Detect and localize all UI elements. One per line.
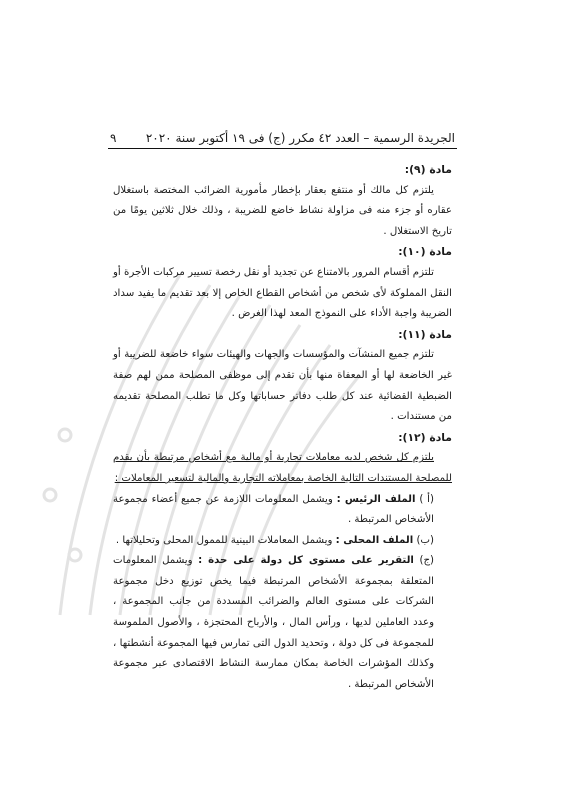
item-text: ويشمل المعاملات البينية للممول المحلى وتحليلاتها .: [115, 534, 333, 546]
article-text: تلتزم جميع المنشآت والمؤسسات والجهات والهيئات سواء خاضعة للضريبة أو غير الخاضعة لها أو المعفاة منها بأن تقدم إلى موظفى المصلحة ممن لهم صفة الضبطية القضائية عند كل طلب دفاتر حساباتها وكل ما تطلب المصلحة تقديمه من مستندات .: [113, 349, 452, 423]
item-text: ويشمل المعلومات المتعلقة بمجموعة الأشخاص المرتبطة فيما يخص توزيع دخل مجموعة الشركات على مستوى العالم والضرائب المسددة من جانب المجموعة ، وعدد العاملين لديها ، ورأس المال ، والأرباح المحتجزة ، والأصول الملموسة للمجموعة فى كل دولة ، وتحديد الدول التى تمارس فيها المجموعة أنشطتها ، وكذلك المؤشرات الخاصة بمكان ممارسة النشاط الاقتصادى عبر مجموعة الأشخاص المرتبطة .: [113, 555, 434, 690]
item-title: التقرير على مستوى كل دولة على حدة :: [198, 555, 414, 567]
article-intro: يلتزم كل شخص لديه معاملات تجارية أو مالية مع أشخاص مرتبطة بأن يقدم للمصلحة المستندات التالية الخاصة بمعاملاته التجارية والمالية لتسعير المعاملات :: [113, 452, 452, 484]
item-title: الملف المحلى :: [335, 534, 414, 546]
item-title: الملف الرئيس :: [336, 493, 416, 505]
article-9: [113, 160, 452, 242]
article-11: [113, 325, 452, 428]
article-10: [113, 242, 452, 324]
header-title: الجريدة الرسمية – العدد ٤٢ مكرر (ج) فى ١٩ أكتوبر سنة ٢٠٢٠: [145, 131, 455, 145]
item-marker: (ج): [419, 555, 434, 567]
article-heading: مادة (١٢):: [398, 430, 452, 444]
list-item: [113, 490, 452, 531]
item-text: ويشمل المعلومات اللازمة عن جميع أعضاء مجموعة الأشخاص المرتبطة .: [113, 493, 434, 526]
article-text: تلتزم أقسام المرور بالامتناع عن تجديد أو نقل رخصة تسيير مركبات الأجرة أو النقل المملوكة لأى شخص من أشخاص القطاع الخاص إلا بعد تقديم ما يفيد سداد الضريبة واجبة الأداء على النموذج المعد لهذا الغرض .: [113, 266, 452, 320]
article-heading: مادة (١٠):: [398, 245, 452, 259]
document-body: [113, 160, 452, 695]
item-marker: (ب): [416, 534, 434, 546]
article-heading: مادة (٩):: [404, 163, 452, 176]
article-12: [113, 428, 452, 696]
header-rule: [108, 148, 457, 149]
article-text: يلتزم كل مالك أو منتفع بعقار بإخطار مأمورية الضرائب المختصة باستغلال عقاره أو جزء منه فى مزاولة نشاط خاضع للضريبة ، وذلك خلال ثلاثين يومًا من تاريخ الاستغلال .: [113, 184, 452, 237]
list-item: [113, 551, 452, 695]
list-item: [113, 531, 452, 552]
page-header: [110, 125, 455, 145]
item-marker: (أ ): [419, 493, 434, 505]
page-number: ٩: [110, 131, 117, 145]
article-heading: مادة (١١):: [398, 327, 452, 341]
